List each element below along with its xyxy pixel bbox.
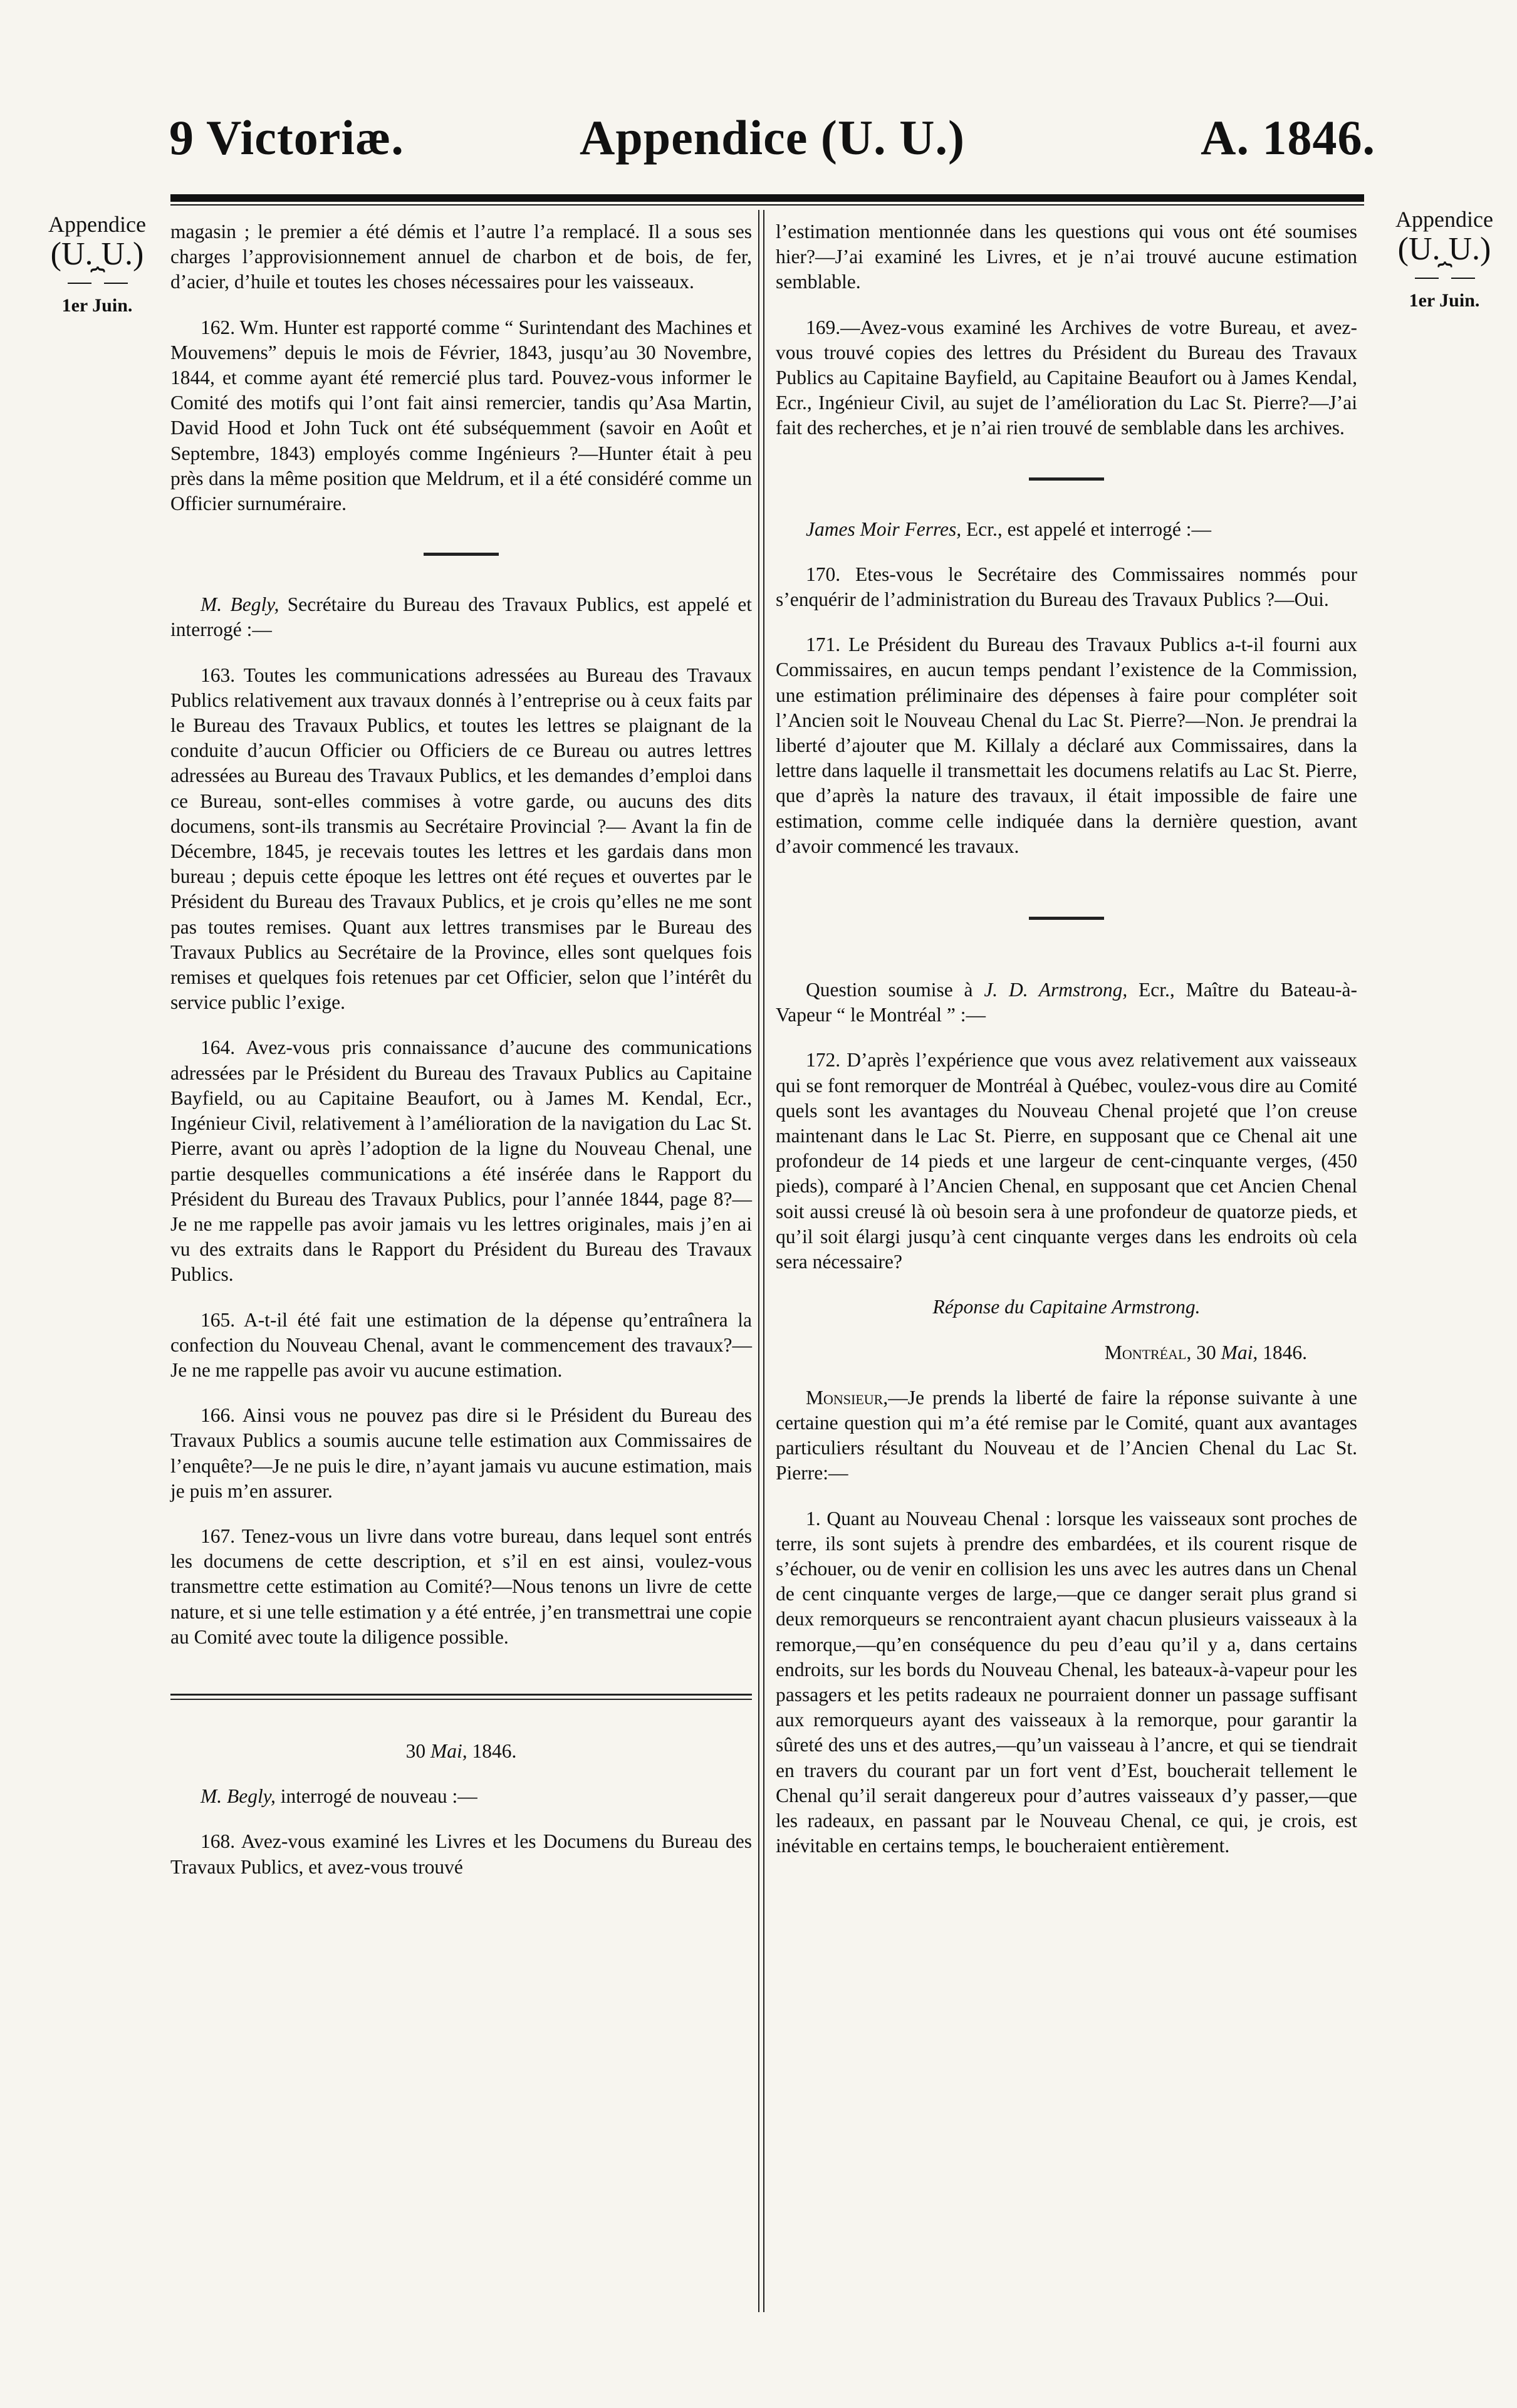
running-header: [169, 110, 1375, 179]
right-column: [776, 219, 1357, 1858]
paragraph-text: 167. Tenez-vous un livre dans votre bureau, dans lequel sont entrés les documens de cette description, et s’il en est ainsi, voulez-vous transmettre cette estimation au Comité?—Nous tenons un livre de cette nature, et si une telle estimation y a été entrée, j’en transmettrai une copie au Comité avec toute la diligence possible.: [170, 1525, 752, 1648]
margin-date: 1er Juin.: [61, 295, 133, 316]
paragraph-text-tail: Ecr., Maître du Bateau-à-Vapeur “ le Montréal ” :—: [776, 979, 1358, 1026]
paragraph: [776, 1506, 1357, 1859]
paragraph-text: Ecr., est appelé et interrogé :—: [961, 518, 1211, 540]
brace-icon: ⎯⎯⏞⎯⎯: [1415, 262, 1474, 290]
paragraph-text-tail: 1846.: [467, 1739, 517, 1762]
italic-word: Mai,: [1221, 1341, 1258, 1363]
paragraph-text: 162. Wm. Hunter est rapporté comme “ Surintendant des Machines et Mouvemens” depuis le mois de Février, 1843, jusqu’au 30 Novembre, 1844, et comme ayant été remercié plus tard. Pouvez-vous informer le Comité des motifs qui l’ont fait ainsi remercier, tandis qu’Asa Martin, David Hood et John Tuck ont été subséquemment (savoir en Août et Septembre, 1843) employés comme Ingénieurs ?—Hunter était à peu près dans la même position que Meldrum, et il a été considéré comme un Officier surnuméraire.: [170, 316, 752, 515]
paragraph-text: 166. Ainsi vous ne pouvez pas dire si le Président du Bureau des Travaux Publics a soumis aucune telle estimation aux Commissaires de l’enquête?—Je ne puis le dire, n’ayant jamais vu aucune estimation, mais je puis m’en assurer.: [170, 1404, 752, 1502]
paragraph-text: 165. A-t-il été fait une estimation de la dépense qu’entraînera la confection du Nouveau Chenal, avant le commencement des travaux?—Je ne me rappelle pas avoir vu aucune estimation.: [170, 1308, 752, 1381]
paragraph-text: 1. Quant au Nouveau Chenal : lorsque les vaisseaux sont proches de terre, ils sont sujets à prendre des embardées, et ils courent risque de s’échouer, ou de venir en collision les uns avec les autres dans un Chenal de cent cinquante verges de large,—que ce danger serait plus grand si deux remorqueurs se rencontraient ayant chacun plusieurs vaisseaux à la remorque,—qu’en conséquence du peu d’eau qu’il y a, dans certains endroits, sur les bords du Nouveau Chenal, les bateaux-à-vapeur pour les passagers et les petits radeaux ne pourraient donner un passage suffisant aux remorqueurs ayant des vaisseaux à la remorque, pour garantir la sûreté des uns et des autres,—qu’un vaisseau à l’ancre, et qui se tiendrait en travers du courant par un fort vent d’Est, boucherait tellement le Chenal qu’il serait dangereux pour d’autres vaisseaux d’y passer,—que les radeaux, en passant par le Nouveau Chenal, ce qui, je crois, est inévitable en certains temps, le boucheraient entièrement.: [776, 1507, 1357, 1857]
paragraph: [170, 1308, 752, 1384]
paragraph: [776, 977, 1357, 1028]
paragraph-text: 172. D’après l’expérience que vous avez relativement aux vaisseaux qui se font remorquer de Montréal à Québec, voulez-vous dire au Comité quels sont les avantages du Nouveau Chenal projeté que l’on creuse maintenant dans le Lac St. Pierre, en supposant que ce Chenal ait une profondeur de 14 pieds et une largeur de cent-cinquante verges, (450 pieds), comparé à l’Ancien Chenal, en supposant que cet Ancien Chenal soit aussi creusé là où besoin sera à une profondeur de quatorze pieds, et qu’il soit élargi jusqu’à cent cinquante verges dans les endroits où cela sera nécessaire?: [776, 1049, 1357, 1273]
paragraph: [170, 592, 752, 642]
header-year: A. 1846.: [1201, 110, 1375, 165]
paragraph: [776, 1340, 1357, 1365]
paragraph: [170, 1403, 752, 1504]
italic-name: James Moir Ferres,: [806, 518, 962, 540]
small-caps-lead: Monsieur,: [806, 1386, 889, 1409]
margin-note-left: [31, 212, 163, 317]
double-rule: [170, 1694, 752, 1700]
paragraph: [776, 219, 1357, 295]
italic-name: M. Begly,: [201, 593, 279, 616]
paragraph: [776, 315, 1357, 441]
paragraph-text: 30: [405, 1739, 430, 1762]
paragraph-text: 163. Toutes les communications adressées au Bureau des Travaux Publics relativement aux travaux donnés à l’entreprise ou à ceux faits par le Bureau des Travaux Publics, et toutes les lettres se plaignant de la conduite d’aucun Officier ou Officiers de ce Bureau ou autres lettres adressées au Bureau des Travaux Publics, et les demandes d’emploi dans ce Bureau, sont-elles commises à votre garde, ou aucuns des dits documens, sont-ils transmis au Secrétaire Provincial ?— Avant la fin de Décembre, 1845, je recevais toutes les lettres et les gardais dans mon bureau ; depuis cette époque les lettres ont été reçues et ouvertes par le Président du Bureau des Travaux Publics, et je crois qu’elles ne me sont pas toutes remises. Quant aux lettres transmises par le Bureau des Travaux Publics au Secrétaire de la Province, elles sont quelques fois remises et quelques fois retenues par cet Officier, selon que l’intérêt du service public l’exige.: [170, 664, 752, 1014]
small-caps-lead: Montréal,: [1104, 1341, 1192, 1363]
margin-uu: (U. U.): [50, 236, 144, 272]
paragraph: [776, 517, 1357, 542]
paragraph: [776, 632, 1357, 859]
paragraph: [776, 1385, 1357, 1486]
paragraph: [170, 315, 752, 517]
paragraph: [170, 663, 752, 1016]
section-separator: [424, 553, 499, 556]
italic-word: J. D. Armstrong,: [984, 979, 1128, 1001]
paragraph: [776, 562, 1357, 612]
paragraph: [776, 1295, 1357, 1320]
paragraph-text: Secrétaire du Bureau des Travaux Publics, est appelé et interrogé :—: [170, 593, 752, 641]
paragraph-text: —Je prends la liberté de faire la réponse suivante à une certaine question qui m’a été remise par le Comité, quant aux avantages particuliers résultant du Nouveau et de l’Ancien Chenal du Lac St. Pierre:—: [776, 1386, 1357, 1484]
margin-note-right: [1379, 207, 1510, 312]
paragraph-text: 170. Etes-vous le Secrétaire des Commissaires nommés pour s’enquérir de l’administration du Bureau des Travaux Publics ?—Oui.: [776, 563, 1357, 611]
paragraph: [170, 1829, 752, 1879]
paragraph: [170, 1784, 752, 1809]
margin-uu: (U. U.): [1397, 231, 1491, 267]
paragraph-text: 164. Avez-vous pris connaissance d’aucune des communications adressées par le Président du Bureau des Travaux Publics au Capitaine Bayfield, ou au Capitaine Beaufort, ou à James M. Kendal, Ecr., Ingénieur Civil, relativement à l’amélioration de la navigation du Lac St. Pierre, avant ou après l’adoption de la ligne du Nouveau Chenal, une partie desquelles communications a été insérée dans le Rapport du Président du Bureau des Travaux Publics, pour l’année 1844, page 8?—Je ne me rappelle pas avoir jamais vu les lettres originales, mais j’en ai vu des extraits dans le Rapport du Président du Bureau des Travaux Publics.: [170, 1036, 752, 1286]
margin-appendice: Appendice: [1395, 207, 1493, 232]
paragraph: [170, 1739, 752, 1764]
paragraph-text: 30: [1191, 1341, 1221, 1363]
margin-date: 1er Juin.: [1409, 290, 1480, 311]
paragraph-text: 168. Avez-vous examiné les Livres et les Documens du Bureau des Travaux Publics, et avez-vous trouvé: [170, 1830, 752, 1878]
margin-appendice: Appendice: [48, 212, 146, 237]
paragraph-text: magasin ; le premier a été démis et l’autre l’a remplacé. Il a sous ses charges l’approvisionnement annuel de charbon et de bois, de fer, d’acier, d’huile et toutes les choses nécessaires pour les vaisseaux.: [170, 221, 752, 293]
paragraph: [170, 1524, 752, 1650]
paragraph-text: l’estimation mentionnée dans les questions qui vous ont été soumises hier?—J’ai examiné les Livres, et je n’ai trouvé aucune estimation semblable.: [776, 221, 1357, 293]
header-rule-thin: [170, 204, 1364, 206]
brace-icon: ⎯⎯⏞⎯⎯: [68, 267, 127, 295]
italic-name: M. Begly,: [201, 1785, 276, 1808]
paragraph-text: 171. Le Président du Bureau des Travaux Publics a-t-il fourni aux Commissaires, en aucun temps pendant l’existence de la Commission, une estimation préliminaire des dépenses à faire pour compléter soit l’Ancien soit le Nouveau Chenal du Lac St. Pierre?—Non. Je prendrai la liberté d’ajouter que M. Killaly a déclaré aux Commissaires, dans la lettre dans laquelle il transmettait les documens relatifs au Lac St. Pierre, que d’après la nature des travaux, il était impossible de faire une estimation, comme celle indiquée dans la dernière question, avant d’avoir commencé les travaux.: [776, 633, 1357, 857]
header-rule-thick: [170, 194, 1364, 202]
header-appendix: Appendice (U. U.): [580, 110, 965, 165]
paragraph: [170, 1035, 752, 1287]
paragraph: [776, 1048, 1357, 1274]
section-separator: [1029, 477, 1104, 481]
paragraph-text: interrogé de nouveau :—: [275, 1785, 477, 1808]
paragraph-text: 169.—Avez-vous examiné les Archives de votre Bureau, et avez-vous trouvé copies des lettres du Président du Bureau des Travaux Publics au Capitaine Bayfield, au Capitaine Beaufort ou à James Kendal, Ecr., Ingénieur Civil, au sujet de l’amélioration du Lac St. Pierre?—J’ai fait des recherches, et je n’ai rien trouvé de semblable dans les archives.: [776, 316, 1357, 439]
header-regnal-year: 9 Victoriæ.: [169, 110, 404, 165]
column-divider: [758, 210, 764, 2312]
paragraph-text-tail: 1846.: [1258, 1341, 1307, 1363]
paragraph: [170, 219, 752, 295]
paragraph-text: Question soumise à: [806, 979, 984, 1001]
italic-word: Mai,: [430, 1739, 467, 1762]
left-column: [170, 219, 752, 1880]
italic-name: Réponse du Capitaine Armstrong.: [932, 1296, 1201, 1318]
section-separator: [1029, 917, 1104, 920]
